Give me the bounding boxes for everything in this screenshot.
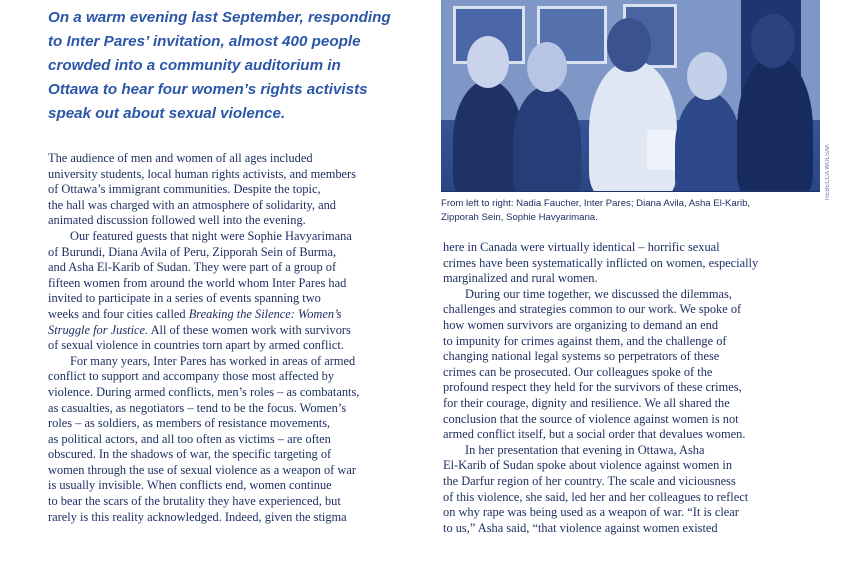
text-line: fifteen women from around the world whom Inter Pares had [48,275,347,290]
text-line: of Ottawa’s immigrant communities. Despite the topic, [48,182,321,197]
text-line: crimes have been systematically inflicted on women, especially [443,255,759,270]
text-line: to bear the scars of the brutality they have experienced, but [48,494,341,509]
text-line: roles – as soldiers, as members of resistance movements, [48,416,331,431]
paragraph [443,443,823,537]
right-column [443,240,823,536]
text-line: and Asha El-Karib of Sudan. They were part of a group of [48,260,337,275]
text-line: of this violence, she said, led her and her colleagues to reflect [443,489,749,504]
lede-intro [48,6,418,126]
text-line: Our featured guests that night were Sophie Havyarimana [70,228,352,243]
person-head [527,42,567,92]
person-figure [675,92,741,192]
text-line: armed conflict itself, but a social order that devalues women. [443,427,746,442]
text-line: changing national legal systems so perpetrators of these [443,349,720,364]
text-line: to us,” Asha said, “that violence against women existed [443,520,718,535]
left-column [48,151,431,525]
group-photo [441,0,820,192]
text-line: to impunity for crimes against them, and the challenge of [443,333,727,348]
person-figure [737,56,813,192]
photo-credit: REBECCA WOLSAK [825,143,831,200]
caption-line: Zipporah Sein, Sophie Havyarimana. [441,212,598,223]
lede-line: On a warm evening last September, responding [48,9,391,26]
event-title: Struggle for Justice. [48,322,149,337]
text-line: the hall was charged with an atmosphere of solidarity, and [48,197,336,212]
text-line: During our time together, we discussed the dilemmas, [465,286,732,301]
person-head [607,18,651,72]
text-line [48,323,431,339]
text-span: weeks and four cities called [48,306,186,321]
text-line: challenges and strategies common to our work. We spoke of [443,302,742,317]
person-head [687,52,727,100]
text-line: of Burundi, Diana Avila of Peru, Zipporah Sein of Burma, [48,244,337,259]
text-line: profound respect they held for the survivors of these crimes, [443,380,742,395]
paragraph [48,354,431,526]
text-line: as casualties, as negotiators – tend to be the focus. Women’s [48,400,347,415]
text-line: is usually invisible. When conflicts end, women continue [48,478,332,493]
text-line: women through the use of sexual violence as a weapon of war [48,462,356,477]
text-line: for their courage, dignity and resilience. We all shared the [443,395,730,410]
text-line: crimes can be prosecuted. Our colleagues spoke of the [443,364,713,379]
lede-line: crowded into a community auditorium in [48,57,341,74]
text-line: on why rape was being used as a weapon of war. “It is clear [443,505,739,520]
photo-caption [441,197,821,225]
text-line: For many years, Inter Pares has worked in areas of armed [70,353,356,368]
text-line: animated discussion followed well into the evening. [48,213,306,228]
text-line: rarely is this reality acknowledged. Indeed, given the stigma [48,509,347,524]
text-line: university students, local human rights activists, and members [48,166,356,181]
event-title: Breaking the Silence: Women’s [188,306,342,321]
lede-line: Ottawa to hear four women’s rights activists [48,81,368,98]
text-line: violence. During armed conflicts, men’s roles – as combatants, [48,384,360,399]
text-line: marginalized and rural women. [443,271,598,286]
paragraph [443,287,823,443]
person-head [751,14,795,68]
caption-line: From left to right: Nadia Faucher, Inter Pares; Diana Avila, Asha El-Karib, [441,198,751,209]
text-line: the Darfur region of her country. The scale and viciousness [443,473,736,488]
person-head [467,36,509,88]
text-line [48,307,431,323]
paragraph [443,240,823,287]
lede-line: to Inter Pares’ invitation, almost 400 people [48,33,361,50]
paragraph [48,229,431,354]
text-line: how women survivors are organizing to demand an end [443,317,719,332]
text-line: of sexual violence in countries torn apart by armed conflict. [48,338,344,353]
person-figure [589,60,677,192]
text-line: obscured. In the shadows of war, the specific targeting of [48,447,332,462]
person-figure [513,86,581,192]
paragraph [48,151,431,229]
lede-line: speak out about sexual violence. [48,105,286,122]
text-line: conclusion that the source of violence against women is not [443,411,739,426]
text-line: conflict to support and accompany those most affected by [48,369,335,384]
text-line: as political actors, and all too often as victims – are often [48,431,331,446]
text-line: here in Canada were virtually identical – horrific sexual [443,240,720,254]
text-span: All of these women work with survivors [148,322,351,337]
text-line: El-Karib of Sudan spoke about violence against women in [443,458,733,473]
text-line: In her presentation that evening in Ottawa, Asha [465,442,705,457]
text-line: invited to participate in a series of events spanning two [48,291,321,306]
text-line: The audience of men and women of all ages included [48,151,313,165]
